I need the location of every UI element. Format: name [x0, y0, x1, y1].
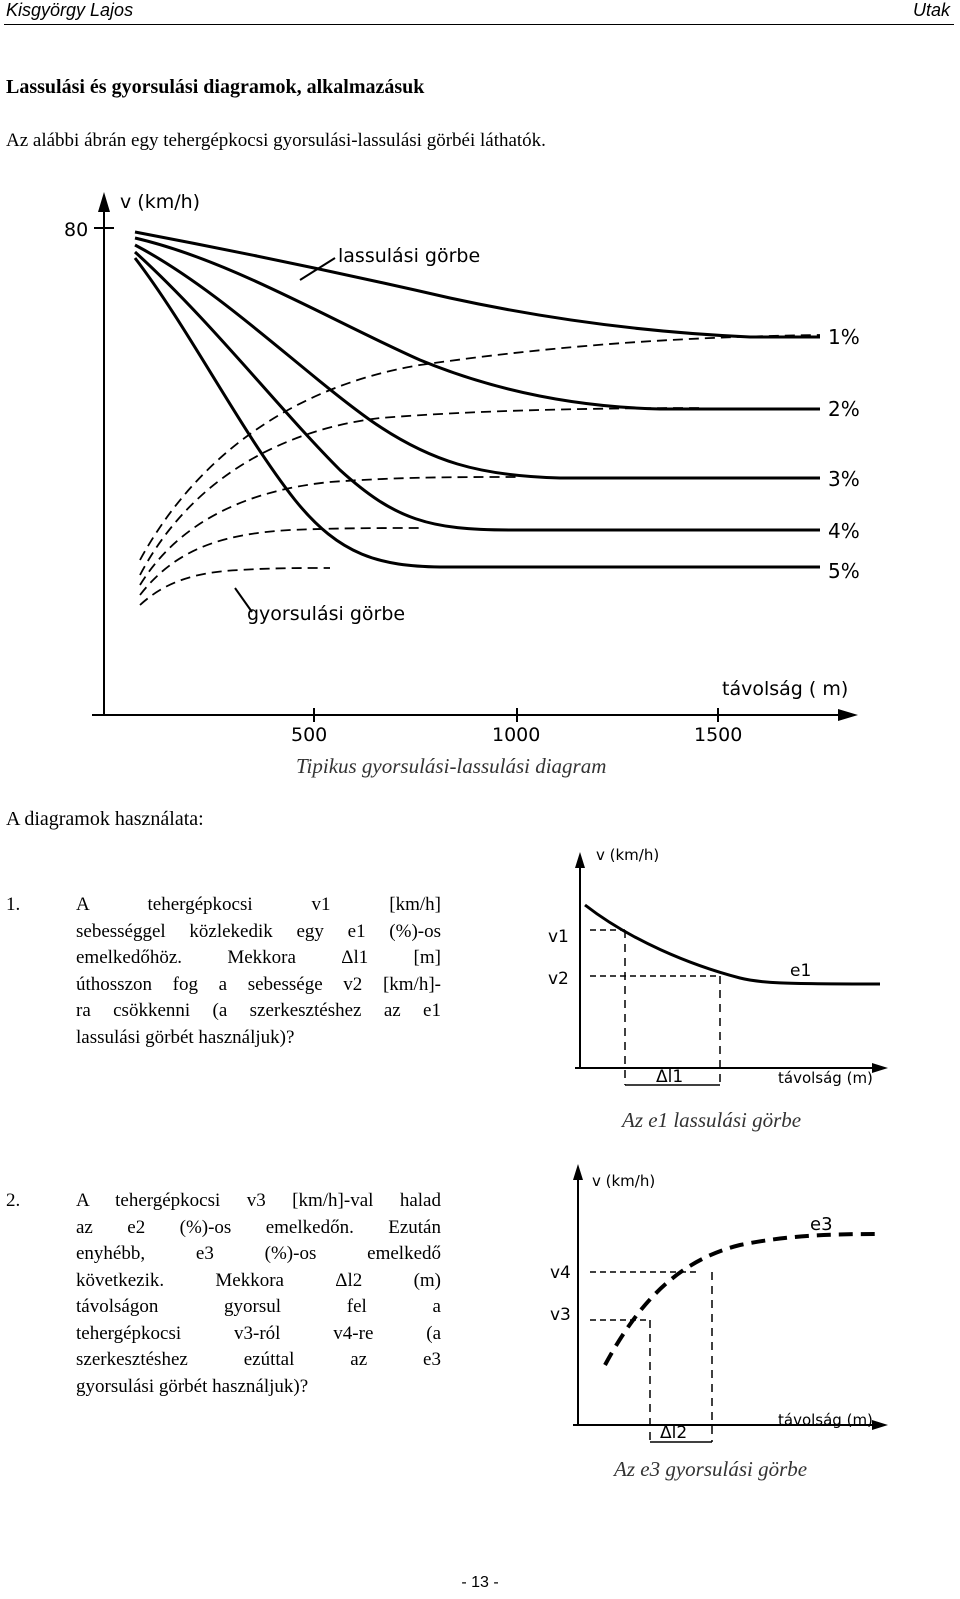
- fig2-y-axis-label: v (km/h): [592, 1172, 656, 1190]
- fig1-x-arrow: [872, 1063, 888, 1073]
- q1-line: ra csökkenni (a szerkesztéshez az e1: [76, 1000, 441, 1021]
- decel-curve-label: lassulási görbe: [338, 245, 481, 267]
- accel-curve-2: [140, 408, 700, 575]
- usage-heading: A diagramok használata:: [6, 808, 204, 830]
- y-tick-label-80: 80: [64, 219, 89, 241]
- fig1-delta-label: Δl1: [656, 1067, 684, 1087]
- fig2-x-axis-label: távolság (m): [778, 1411, 873, 1429]
- question-2-number: 2.: [6, 1190, 21, 1211]
- fig1-curve: [585, 905, 880, 984]
- fig2-x-arrow: [872, 1420, 888, 1430]
- figure-1-caption: Az e1 lassulási görbe: [622, 1108, 802, 1132]
- q1-line: A tehergépkocsi v1 [km/h]: [76, 894, 441, 915]
- decel-label-leader: [300, 258, 335, 280]
- main-diagram-caption: Tipikus gyorsulási-lassulási diagram: [296, 754, 607, 778]
- x-axis-arrow: [838, 709, 858, 721]
- section-title: Lassulási és gyorsulási diagramok, alkalmazásuk: [6, 76, 425, 98]
- accel-curve-label: gyorsulási görbe: [247, 603, 406, 625]
- q2-line: az e2 (%)-os emelkedőn. Ezután: [76, 1216, 441, 1238]
- q2-line: következik. Mekkora Δl2 (m): [76, 1269, 441, 1291]
- fig2-v3-label: v3: [550, 1305, 571, 1325]
- page-number: - 13 -: [461, 1574, 499, 1591]
- x-tick-label-1000: 1000: [492, 724, 541, 746]
- q1-line: úthosszon fog a sebessége v2 [km/h]-: [76, 973, 441, 995]
- fig2-y-arrow: [573, 1164, 583, 1180]
- fig2-curve: [605, 1234, 880, 1365]
- fig1-v2-label: v2: [548, 969, 569, 989]
- accel-curve-4: [140, 528, 420, 595]
- grade-label-4: 4%: [828, 519, 860, 543]
- x-tick-label-500: 500: [291, 724, 328, 746]
- q2-line: szerkesztéshez ezúttal az e3: [76, 1349, 441, 1370]
- x-axis-label: távolság ( m): [722, 678, 849, 700]
- question-2: [6, 1188, 446, 1408]
- grade-label-3: 3%: [828, 467, 860, 491]
- figure-2: [540, 1155, 900, 1455]
- q2-line: gyorsulási görbét használjuk)?: [76, 1375, 309, 1397]
- q1-line: emelkedőhöz. Mekkora Δl1 [m]: [76, 947, 441, 968]
- fig1-y-arrow: [575, 852, 585, 868]
- grade-label-2: 2%: [828, 397, 860, 421]
- fig2-curve-label: e3: [810, 1214, 833, 1235]
- intro-text: Az alábbi ábrán egy tehergépkocsi gyorsulási-lassulási görbéi láthatók.: [6, 130, 546, 151]
- x-tick-label-1500: 1500: [694, 724, 743, 746]
- page-header: [0, 0, 960, 24]
- fig1-y-axis-label: v (km/h): [596, 846, 660, 864]
- fig2-v4-label: v4: [550, 1263, 571, 1283]
- question-1-number: 1.: [6, 894, 21, 915]
- fig1-x-axis-label: távolság (m): [778, 1069, 873, 1087]
- fig1-v1-label: v1: [548, 927, 569, 947]
- y-axis-arrow: [98, 192, 110, 212]
- accel-curve-1: [140, 335, 820, 560]
- header-author: Kisgyörgy Lajos: [6, 0, 134, 20]
- decel-curve-4: [135, 252, 820, 530]
- main-diagram: [0, 180, 960, 755]
- header-rule: [4, 24, 954, 25]
- grade-label-1: 1%: [828, 325, 860, 349]
- q2-line: A tehergépkocsi v3 [km/h]-val halad: [76, 1190, 441, 1211]
- y-axis-label: v (km/h): [120, 191, 201, 213]
- fig1-curve-label: e1: [790, 961, 812, 981]
- question-1: [6, 892, 446, 1062]
- figure-1: [540, 840, 900, 1100]
- accel-curve-5: [140, 568, 330, 605]
- q1-line: sebességgel közlekedik egy e1 (%)-os: [76, 920, 441, 942]
- q2-line: távolságon gyorsul fel a: [76, 1296, 441, 1317]
- q2-line: enyhébb, e3 (%)-os emelkedő: [76, 1243, 441, 1264]
- grade-label-5: 5%: [828, 559, 860, 583]
- figure-2-caption: Az e3 gyorsulási görbe: [614, 1457, 808, 1481]
- q2-line: tehergépkocsi v3-ról v4-re (a: [76, 1322, 441, 1344]
- fig2-delta-label: Δl2: [660, 1423, 688, 1443]
- header-subject: Utak: [912, 0, 950, 20]
- q1-line: lassulási görbét használjuk)?: [76, 1026, 295, 1048]
